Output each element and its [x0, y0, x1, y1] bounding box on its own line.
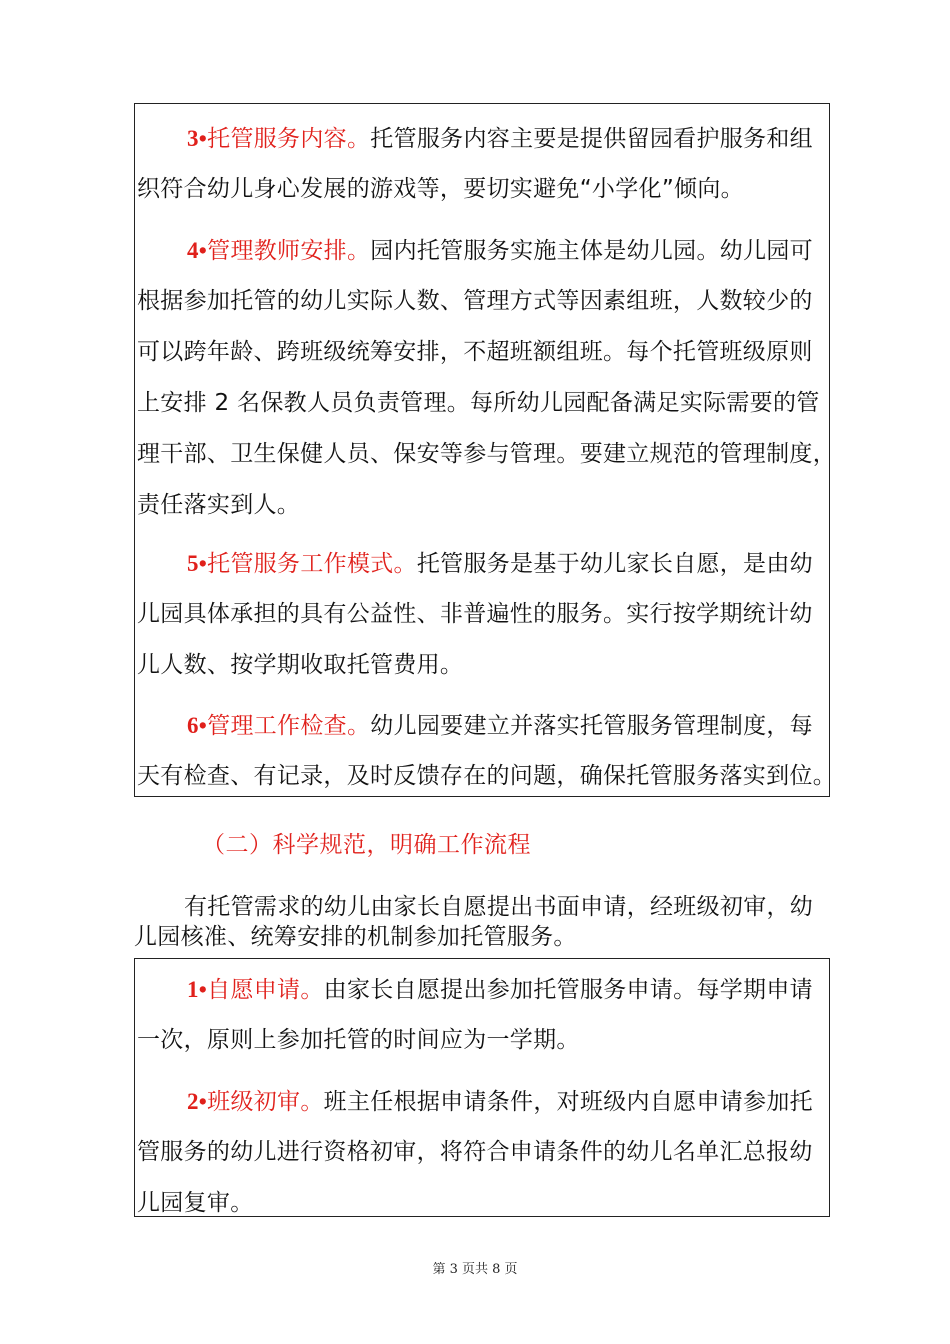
item-text: 班主任根据申请条件，对班级内自愿申请参加托	[323, 1089, 813, 1115]
paragraph-line: 上安排 2 名保教人员负责管理。每所幼儿园配备满足实际需要的管	[137, 390, 820, 416]
paragraph-line: 根据参加托管的幼儿实际人数、管理方式等因素组班，人数较少的	[137, 288, 813, 314]
item-text: 托管服务内容主要是提供留园看护服务和组	[370, 126, 813, 152]
page-footer: 第 3 页共 8 页	[432, 1262, 518, 1277]
paragraph-line: 儿人数、按学期收取托管费用。	[137, 652, 464, 678]
paragraph-line	[137, 225, 827, 276]
item-text: 幼儿园要建立并落实托管服务管理制度，每	[370, 713, 813, 739]
paragraph-item-5	[135, 538, 829, 691]
item-title: 管理工作检查。	[207, 713, 371, 739]
paragraph-line: 儿园具体承担的具有公益性、非普遍性的服务。实行按学期统计幼	[137, 601, 813, 627]
paragraph-item-2	[135, 1076, 829, 1229]
item-text: 由家长自愿提出参加托管服务申请。每学期申请	[323, 977, 813, 1003]
paragraph-line	[137, 700, 827, 751]
item-title: 管理教师安排。	[207, 238, 371, 264]
paragraph-line: 理干部、卫生保健人员、保安等参与管理。要建立规范的管理制度，	[137, 441, 836, 467]
item-number: 4•	[187, 238, 208, 263]
paragraph-line: 一次，原则上参加托管的时间应为一学期。	[137, 1027, 580, 1053]
content-box-2	[134, 958, 830, 1217]
paragraph-line	[137, 538, 827, 589]
paragraph-line: 儿园复审。	[137, 1190, 254, 1216]
paragraph-line: 儿园核准、统筹安排的机制参加托管服务。	[134, 924, 577, 950]
item-title: 托管服务工作模式。	[207, 551, 417, 577]
paragraph-line	[137, 964, 827, 1015]
intro-paragraph	[134, 892, 830, 952]
item-title: 托管服务内容。	[207, 126, 371, 152]
item-text: 园内托管服务实施主体是幼儿园。幼儿园可	[370, 238, 813, 264]
paragraph-item-6	[135, 700, 836, 802]
item-title: 自愿申请。	[207, 977, 324, 1003]
item-number: 2•	[187, 1089, 208, 1114]
paragraph-item-1	[135, 964, 829, 1066]
paragraph-line	[137, 113, 827, 164]
paragraph-line: 有托管需求的幼儿由家长自愿提出书面申请，经班级初审，幼	[184, 894, 814, 920]
paragraph-item-3	[135, 113, 829, 215]
item-text: 托管服务是基于幼儿家长自愿，是由幼	[416, 551, 813, 577]
paragraph-item-4	[135, 225, 836, 531]
item-number: 1•	[187, 977, 208, 1002]
paragraph-line: 管服务的幼儿进行资格初审，将符合申请条件的幼儿名单汇总报幼	[137, 1139, 813, 1165]
item-number: 6•	[187, 713, 208, 738]
paragraph-line: 织符合幼儿身心发展的游戏等，要切实避免“小学化”倾向。	[137, 176, 744, 202]
paragraph-line: 责任落实到人。	[137, 492, 301, 518]
item-number: 3•	[187, 126, 208, 151]
section-heading: （二）科学规范，明确工作流程	[202, 832, 531, 858]
item-title: 班级初审。	[207, 1089, 324, 1115]
content-box-1	[134, 103, 836, 797]
paragraph-line: 可以跨年龄、跨班级统筹安排，不超班额组班。每个托管班级原则	[137, 339, 813, 365]
paragraph-line: 天有检查、有记录，及时反馈存在的问题，确保托管服务落实到位。	[137, 763, 836, 789]
item-number: 5•	[187, 551, 208, 576]
paragraph-line	[137, 1076, 827, 1127]
